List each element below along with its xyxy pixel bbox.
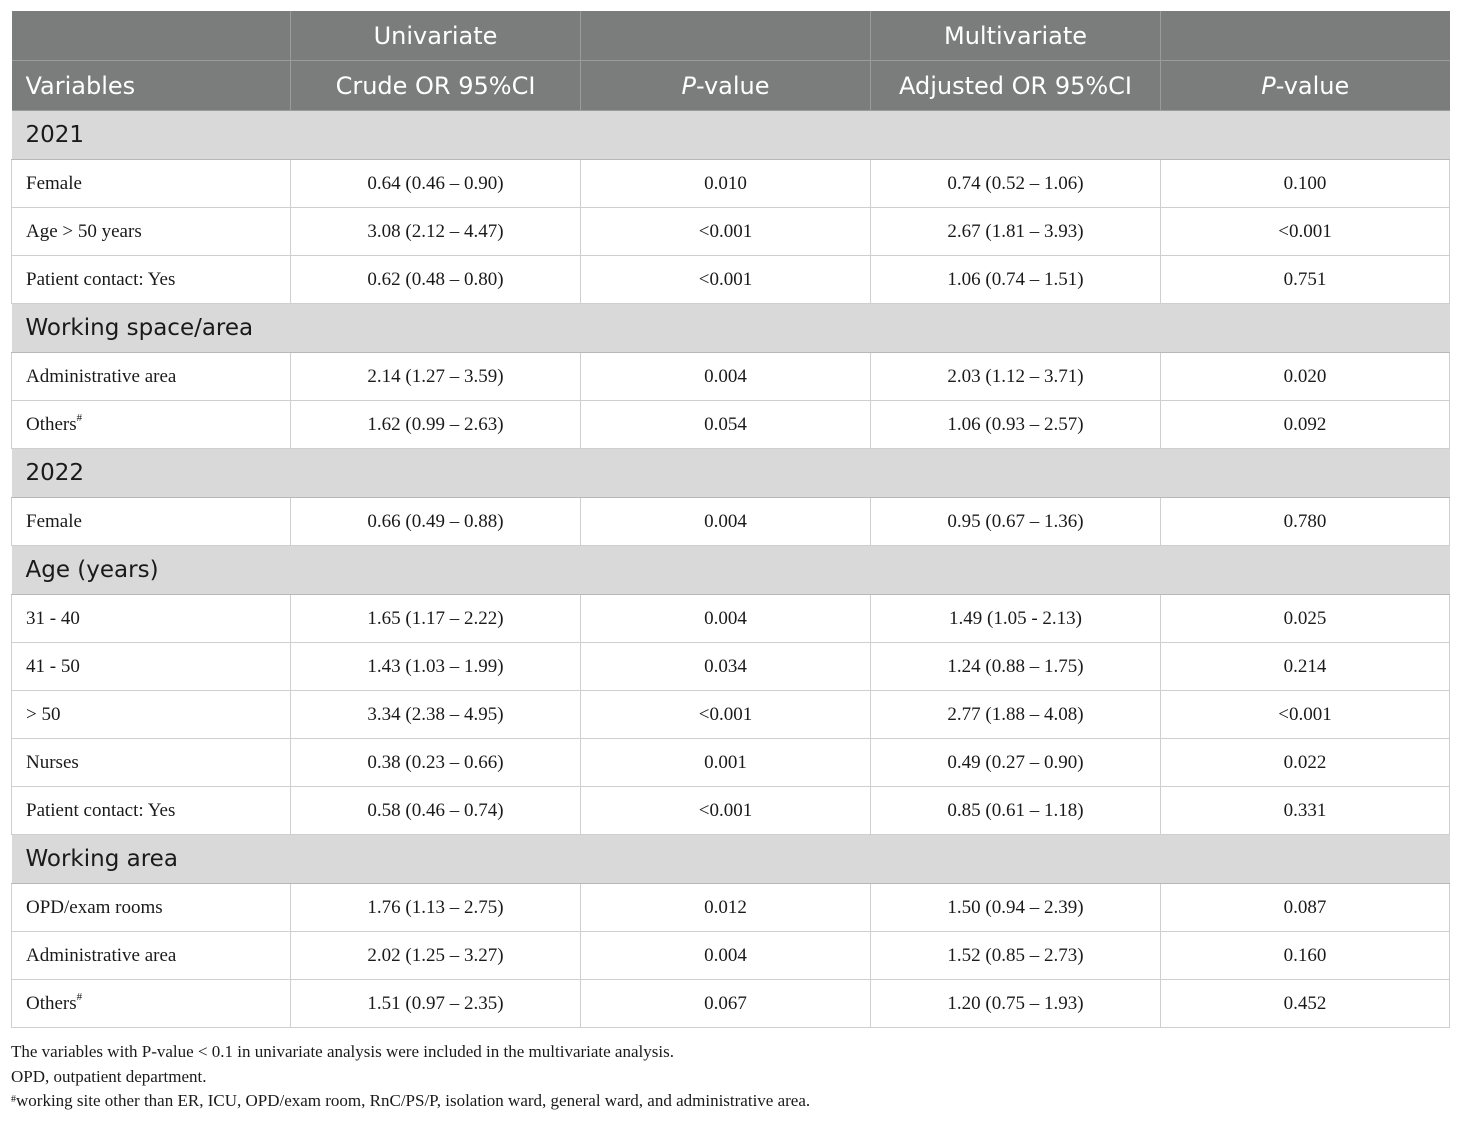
table-footnotes [11, 1040, 810, 1114]
variable-cell [12, 353, 291, 401]
variable-label: Patient contact: Yes [26, 799, 176, 821]
header-row-columns [12, 61, 1450, 111]
variable-label: Administrative area [26, 944, 177, 966]
header-multivariate: Multivariate [871, 11, 1161, 61]
adjusted-or-cell: 1.06 (0.74 – 1.51) [871, 256, 1161, 304]
p-value-univariate-cell: 0.067 [581, 980, 871, 1028]
variable-cell [12, 256, 291, 304]
p-value-univariate-cell: <0.001 [581, 256, 871, 304]
section-row [12, 835, 1450, 884]
header-blank [1161, 11, 1450, 61]
p-value-univariate-cell: <0.001 [581, 691, 871, 739]
variable-label: > 50 [26, 703, 61, 725]
p-value-univariate-cell: 0.054 [581, 401, 871, 449]
crude-or-cell: 0.58 (0.46 – 0.74) [291, 787, 581, 835]
variable-label: 31 - 40 [26, 607, 80, 629]
header-p-value-multivariate [1161, 61, 1450, 111]
p-rest: -value [695, 71, 770, 100]
header-univariate: Univariate [291, 11, 581, 61]
p-value-multivariate-cell: 0.022 [1161, 739, 1450, 787]
p-value-univariate-cell: <0.001 [581, 787, 871, 835]
variable-label: Patient contact: Yes [26, 268, 176, 290]
adjusted-or-cell: 1.20 (0.75 – 1.93) [871, 980, 1161, 1028]
footnote-marker: # [76, 990, 83, 1003]
p-value-univariate-cell: 0.004 [581, 595, 871, 643]
footnote-3 [11, 1089, 810, 1114]
table-row [12, 256, 1450, 304]
p-value-univariate-cell: 0.004 [581, 932, 871, 980]
p-value-univariate-cell: 0.004 [581, 353, 871, 401]
table-body [12, 111, 1450, 1028]
crude-or-cell: 1.76 (1.13 – 2.75) [291, 884, 581, 932]
footnote-1: The variables with P-value < 0.1 in univariate analysis were included in the multivariate analysis. [11, 1042, 674, 1061]
adjusted-or-cell: 2.03 (1.12 – 3.71) [871, 353, 1161, 401]
table-container [11, 11, 1449, 1028]
header-row-groups [12, 11, 1450, 61]
p-value-multivariate-cell: <0.001 [1161, 691, 1450, 739]
adjusted-or-cell: 0.95 (0.67 – 1.36) [871, 498, 1161, 546]
variable-label: Others [26, 413, 77, 435]
footnote-marker: # [76, 411, 83, 424]
table-row [12, 401, 1450, 449]
header-blank [581, 11, 871, 61]
p-value-multivariate-cell: 0.751 [1161, 256, 1450, 304]
crude-or-cell: 0.64 (0.46 – 0.90) [291, 160, 581, 208]
p-value-multivariate-cell: 0.214 [1161, 643, 1450, 691]
table-row [12, 160, 1450, 208]
variable-label: Nurses [26, 751, 79, 773]
adjusted-or-cell: 0.74 (0.52 – 1.06) [871, 160, 1161, 208]
p-value-multivariate-cell: 0.780 [1161, 498, 1450, 546]
p-value-multivariate-cell: 0.160 [1161, 932, 1450, 980]
section-label: Working space/area [12, 304, 1450, 353]
variable-cell [12, 691, 291, 739]
header-variables: Variables [12, 61, 291, 111]
variable-label: Others [26, 992, 77, 1014]
variable-label: OPD/exam rooms [26, 896, 163, 918]
crude-or-cell: 2.14 (1.27 – 3.59) [291, 353, 581, 401]
header-blank [12, 11, 291, 61]
variable-label: Female [26, 510, 82, 532]
p-value-multivariate-cell: <0.001 [1161, 208, 1450, 256]
p-value-multivariate-cell: 0.092 [1161, 401, 1450, 449]
variable-cell [12, 160, 291, 208]
adjusted-or-cell: 1.06 (0.93 – 2.57) [871, 401, 1161, 449]
p-value-multivariate-cell: 0.331 [1161, 787, 1450, 835]
variable-cell [12, 739, 291, 787]
p-value-univariate-cell: 0.001 [581, 739, 871, 787]
table-row [12, 595, 1450, 643]
table-row [12, 739, 1450, 787]
p-rest: -value [1275, 71, 1350, 100]
p-value-univariate-cell: 0.004 [581, 498, 871, 546]
p-value-univariate-cell: 0.012 [581, 884, 871, 932]
table-row [12, 691, 1450, 739]
table-row [12, 932, 1450, 980]
adjusted-or-cell: 1.49 (1.05 - 2.13) [871, 595, 1161, 643]
p-value-multivariate-cell: 0.025 [1161, 595, 1450, 643]
variable-label: Female [26, 172, 82, 194]
crude-or-cell: 1.62 (0.99 – 2.63) [291, 401, 581, 449]
table-row [12, 884, 1450, 932]
variable-cell [12, 884, 291, 932]
adjusted-or-cell: 2.67 (1.81 – 3.93) [871, 208, 1161, 256]
table-row [12, 208, 1450, 256]
variable-cell [12, 787, 291, 835]
p-value-univariate-cell: 0.010 [581, 160, 871, 208]
crude-or-cell: 1.43 (1.03 – 1.99) [291, 643, 581, 691]
table-header [12, 11, 1450, 111]
variable-label: Administrative area [26, 365, 177, 387]
table-row [12, 980, 1450, 1028]
table-row [12, 353, 1450, 401]
section-label: Working area [12, 835, 1450, 884]
crude-or-cell: 2.02 (1.25 – 3.27) [291, 932, 581, 980]
p-italic: P [681, 71, 696, 100]
crude-or-cell: 1.51 (0.97 – 2.35) [291, 980, 581, 1028]
section-row [12, 111, 1450, 160]
adjusted-or-cell: 1.24 (0.88 – 1.75) [871, 643, 1161, 691]
variable-cell [12, 498, 291, 546]
table-row [12, 787, 1450, 835]
adjusted-or-cell: 0.49 (0.27 – 0.90) [871, 739, 1161, 787]
variable-cell [12, 595, 291, 643]
crude-or-cell: 0.66 (0.49 – 0.88) [291, 498, 581, 546]
crude-or-cell: 3.08 (2.12 – 4.47) [291, 208, 581, 256]
variable-label: 41 - 50 [26, 655, 80, 677]
section-label: Age (years) [12, 546, 1450, 595]
p-value-multivariate-cell: 0.087 [1161, 884, 1450, 932]
section-row [12, 546, 1450, 595]
section-row [12, 449, 1450, 498]
variable-cell [12, 932, 291, 980]
adjusted-or-cell: 2.77 (1.88 – 4.08) [871, 691, 1161, 739]
header-adjusted-or: Adjusted OR 95%CI [871, 61, 1161, 111]
p-value-univariate-cell: <0.001 [581, 208, 871, 256]
header-p-value-univariate [581, 61, 871, 111]
p-value-multivariate-cell: 0.452 [1161, 980, 1450, 1028]
adjusted-or-cell: 1.50 (0.94 – 2.39) [871, 884, 1161, 932]
p-value-multivariate-cell: 0.100 [1161, 160, 1450, 208]
variable-label: Age > 50 years [26, 220, 142, 242]
variable-cell [12, 401, 291, 449]
variable-cell [12, 980, 291, 1028]
p-italic: P [1261, 71, 1276, 100]
footnote-3-text: working site other than ER, ICU, OPD/exam room, RnC/PS/P, isolation ward, general ward, and administrative area. [16, 1091, 811, 1110]
p-value-univariate-cell: 0.034 [581, 643, 871, 691]
header-crude-or: Crude OR 95%CI [291, 61, 581, 111]
footnote-2: OPD, outpatient department. [11, 1066, 207, 1086]
p-value-multivariate-cell: 0.020 [1161, 353, 1450, 401]
footnote-marker: # [11, 1094, 16, 1105]
table-row [12, 643, 1450, 691]
crude-or-cell: 0.38 (0.23 – 0.66) [291, 739, 581, 787]
section-label: 2021 [12, 111, 1450, 160]
section-row [12, 304, 1450, 353]
table-row [12, 498, 1450, 546]
crude-or-cell: 1.65 (1.17 – 2.22) [291, 595, 581, 643]
odds-ratio-table [11, 11, 1450, 1028]
adjusted-or-cell: 0.85 (0.61 – 1.18) [871, 787, 1161, 835]
variable-cell [12, 208, 291, 256]
section-label: 2022 [12, 449, 1450, 498]
crude-or-cell: 3.34 (2.38 – 4.95) [291, 691, 581, 739]
crude-or-cell: 0.62 (0.48 – 0.80) [291, 256, 581, 304]
variable-cell [12, 643, 291, 691]
adjusted-or-cell: 1.52 (0.85 – 2.73) [871, 932, 1161, 980]
